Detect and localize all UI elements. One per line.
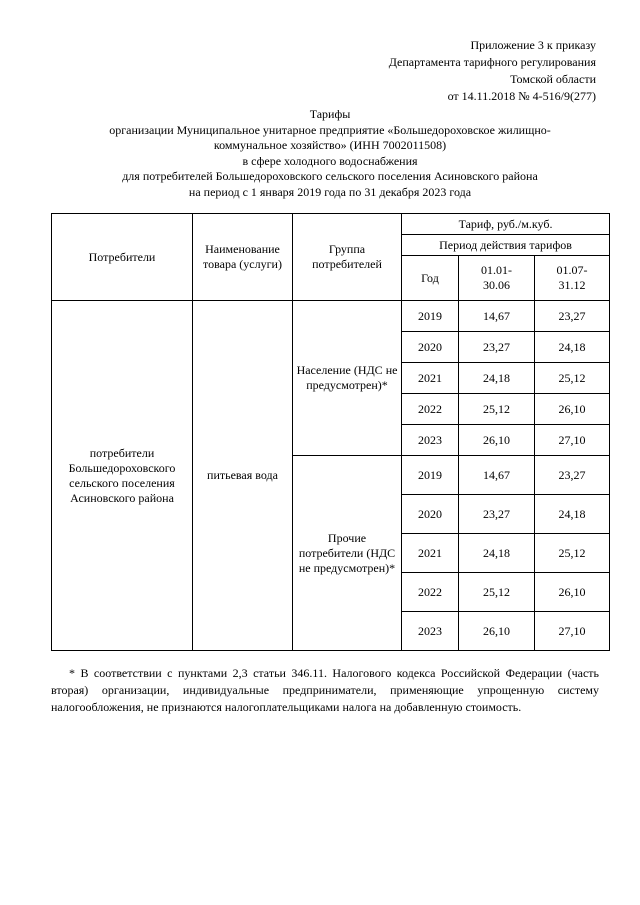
tariff-value-cell: 25,12 xyxy=(459,394,535,425)
product-cell: питьевая вода xyxy=(193,301,293,651)
tariff-value-cell: 26,10 xyxy=(459,612,535,651)
tariff-value-cell: 26,10 xyxy=(459,425,535,456)
header-half-2: 01.07- 31.12 xyxy=(535,256,610,301)
header-product: Наименование товара (услуги) xyxy=(193,214,293,301)
tariff-value-cell: 27,10 xyxy=(535,612,610,651)
tariff-value-cell: 25,12 xyxy=(535,363,610,394)
year-cell: 2022 xyxy=(402,573,459,612)
appendix-header xyxy=(336,37,596,105)
group-cell: Население (НДС не предусмотрен)* xyxy=(293,301,402,456)
year-cell: 2023 xyxy=(402,425,459,456)
appendix-line-4: от 14.11.2018 № 4-516/9(277) xyxy=(447,89,596,103)
title-line-1: Тарифы xyxy=(309,107,351,121)
tariff-value-cell: 23,27 xyxy=(459,495,535,534)
table-row xyxy=(52,301,610,332)
header-tariff: Тариф, руб./м.куб. xyxy=(402,214,610,235)
tariff-value-cell: 24,18 xyxy=(459,534,535,573)
tariff-value-cell: 24,18 xyxy=(535,332,610,363)
year-cell: 2022 xyxy=(402,394,459,425)
year-cell: 2019 xyxy=(402,301,459,332)
header-half-1: 01.01- 30.06 xyxy=(459,256,535,301)
tariff-value-cell: 23,27 xyxy=(459,332,535,363)
tariff-value-cell: 25,12 xyxy=(459,573,535,612)
tariff-value-cell: 25,12 xyxy=(535,534,610,573)
tariff-value-cell: 24,18 xyxy=(459,363,535,394)
tariff-value-cell: 24,18 xyxy=(535,495,610,534)
tariff-value-cell: 27,10 xyxy=(535,425,610,456)
document-title xyxy=(50,107,610,200)
year-cell: 2021 xyxy=(402,534,459,573)
year-cell: 2019 xyxy=(402,456,459,495)
appendix-line-2: Департамента тарифного регулирования xyxy=(388,55,596,69)
title-line-4: в сфере холодного водоснабжения xyxy=(242,153,418,168)
consumer-cell: потребители Большедороховского сельского поселения Асиновского района xyxy=(52,301,193,651)
year-cell: 2023 xyxy=(402,612,459,651)
group-cell: Прочие потребители (НДС не предусмотрен)* xyxy=(293,456,402,651)
footnote: * В соответствии с пунктами 2,3 статьи 346.11. Налогового кодекса Российской Федерации (часть вторая) организации, индивидуальные предприниматели, применяющие упрощенную систему налогообложения, не признаются налогоплательщиками налога на добавленную стоимость. xyxy=(51,666,599,714)
header-row xyxy=(52,214,610,235)
tariff-value-cell: 14,67 xyxy=(459,301,535,332)
tariff-value-cell: 26,10 xyxy=(535,573,610,612)
title-line-2: организации Муниципальное унитарное предприятие «Большедороховское жилищно- xyxy=(109,122,551,137)
header-group: Группа потребителей xyxy=(293,214,402,301)
header-period: Период действия тарифов xyxy=(402,235,610,256)
header-consumers: Потребители xyxy=(52,214,193,301)
tariff-value-cell: 26,10 xyxy=(535,394,610,425)
title-line-3: коммунальное хозяйство» (ИНН 7002011508) xyxy=(213,138,447,152)
tariff-table xyxy=(51,213,610,651)
year-cell: 2020 xyxy=(402,332,459,363)
title-line-5: для потребителей Большедороховского сельского поселения Асиновского района xyxy=(122,169,538,183)
header-year: Год xyxy=(402,256,459,301)
appendix-line-3: Томской области xyxy=(510,72,596,86)
year-cell: 2021 xyxy=(402,363,459,394)
tariff-value-cell: 23,27 xyxy=(535,301,610,332)
tariff-value-cell: 23,27 xyxy=(535,456,610,495)
title-line-6: на период с 1 января 2019 года по 31 декабря 2023 года xyxy=(188,184,472,199)
year-cell: 2020 xyxy=(402,495,459,534)
appendix-line-1: Приложение 3 к приказу xyxy=(470,38,596,52)
tariff-value-cell: 14,67 xyxy=(459,456,535,495)
